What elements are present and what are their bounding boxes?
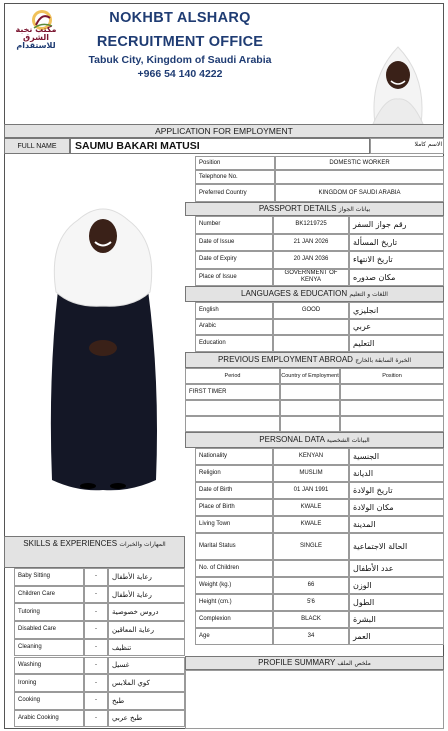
skill-row-value: - [84, 568, 108, 586]
personal-row-label: Place of Birth [195, 499, 273, 516]
passport-row-label: Number [195, 216, 273, 234]
personal-row-value: KENYAN [273, 448, 349, 465]
passport-row-ar: تاريخ المسألة [349, 234, 444, 252]
language-row-ar: التعليم [349, 335, 444, 352]
skill-row-value: - [84, 639, 108, 657]
personal-row-label: Religion [195, 465, 273, 482]
passport-row-label: Place of Issue [195, 269, 273, 287]
skill-row-label: Ironing [14, 674, 84, 692]
language-row-ar: انجليزي [349, 302, 444, 319]
personal-row-value: 5'6 [273, 594, 349, 611]
company-address: Tabuk City, Kingdom of Saudi Arabia [88, 54, 272, 66]
profile-summary-label: PROFILE SUMMARY [258, 658, 336, 667]
personal-row-value: 34 [273, 628, 349, 645]
applicant-full-photo [38, 180, 168, 492]
full-name-label: FULL NAME [4, 138, 70, 154]
passport-row-ar: تاريخ الانتهاء [349, 251, 444, 269]
personal-row-value [273, 560, 349, 577]
language-row-value [273, 319, 349, 336]
skills-title-ar: المهارات والخبرات [119, 541, 166, 548]
skill-row-label: Tutoring [14, 603, 84, 621]
language-row-value [273, 335, 349, 352]
profile-summary-title [185, 656, 444, 670]
skill-row-label: Arabic Cooking [14, 710, 84, 728]
skill-row-label: Children Care [14, 586, 84, 604]
profile-summary-body [185, 670, 444, 729]
personal-row-value: BLACK [273, 611, 349, 628]
application-title: APPLICATION FOR EMPLOYMENT [4, 124, 444, 138]
language-row-label: Education [195, 335, 273, 352]
skill-row-value: - [84, 657, 108, 675]
personal-row-value: 01 JAN 1991 [273, 482, 349, 499]
position-row-label: Telephone No. [195, 170, 275, 184]
position-row-value [275, 170, 444, 184]
position-row-label: Position [195, 156, 275, 170]
language-row-ar: عربي [349, 319, 444, 336]
personal-row-label: Living Town [195, 516, 273, 533]
employment-title: PREVIOUS EMPLOYMENT ABROAD [217, 355, 353, 364]
skill-row-label: Washing [14, 657, 84, 675]
full-name-label-ar: الاسم كاملا [414, 141, 442, 148]
personal-row-ar: المدينة [349, 516, 444, 533]
passport-row-ar: مكان صدوره [349, 269, 444, 287]
passport-row-label: Date of Expiry [195, 251, 273, 269]
company-subtitle: RECRUITMENT OFFICE [96, 34, 264, 50]
passport-row-ar: رقم جواز السفر [349, 216, 444, 234]
personal-row-label: Marital Status [195, 533, 273, 560]
logo-text-line1: مكتب نخبة الشرق [15, 25, 57, 42]
employment-period [185, 400, 280, 416]
skills-title: SKILLS & EXPERIENCES [23, 539, 118, 548]
passport-row-value: BK1219725 [273, 216, 349, 234]
logo-text-line2: للاستقدام [16, 41, 56, 50]
position-row-value: KINGDOM OF SAUDI ARABIA [275, 184, 444, 202]
passport-section-title [185, 202, 444, 216]
skill-row-value: - [84, 603, 108, 621]
employment-country [280, 416, 340, 432]
personal-row-ar: تاريخ الولادة [349, 482, 444, 499]
personal-row-value: 66 [273, 577, 349, 594]
personal-row-ar: الجنسية [349, 448, 444, 465]
skill-row-label: Disabled Care [14, 621, 84, 639]
employment-title-ar: الخبرة السابقة بالخارج [355, 357, 412, 364]
personal-row-ar: مكان الولادة [349, 499, 444, 516]
passport-row-label: Date of Issue [195, 234, 273, 252]
company-phone: +966 54 140 4222 [137, 68, 223, 80]
personal-row-label: Nationality [195, 448, 273, 465]
personal-row-label: Age [195, 628, 273, 645]
logo-text [2, 26, 70, 50]
applicant-headshot [365, 37, 431, 124]
personal-section-title [185, 432, 444, 448]
profile-summary-label-ar: ملخص الملف [337, 660, 371, 667]
personal-row-ar: الطول [349, 594, 444, 611]
personal-row-label: No. of Children [195, 560, 273, 577]
employment-position [340, 384, 444, 400]
skill-row-value: - [84, 586, 108, 604]
skill-row-ar: كوي الملابس [108, 674, 185, 692]
language-row-label: Arabic [195, 319, 273, 336]
skills-section-title [4, 536, 185, 568]
personal-row-ar: العمر [349, 628, 444, 645]
personal-row-value: SINGLE [273, 533, 349, 560]
passport-row-value: GOVERNMENT OF KENYA [273, 269, 349, 287]
languages-section-title [185, 286, 444, 302]
skill-row-value: - [84, 692, 108, 710]
personal-row-ar: الحالة الاجتماعية [349, 533, 444, 560]
language-row-label: English [195, 302, 273, 319]
skill-row-value: - [84, 621, 108, 639]
position-row-value: DOMESTIC WORKER [275, 156, 444, 170]
employment-section-title [185, 352, 444, 368]
skill-row-label: Cooking [14, 692, 84, 710]
skill-row-value: - [84, 674, 108, 692]
skill-row-ar: غسيل [108, 657, 185, 675]
personal-row-label: Date of Birth [195, 482, 273, 499]
personal-row-value: KWALE [273, 516, 349, 533]
skill-row-ar: رعاية الأطفال [108, 568, 185, 586]
skill-row-ar: تنظيف [108, 639, 185, 657]
skill-row-ar: رعاية المعاقين [108, 621, 185, 639]
employment-header: Period [185, 368, 280, 384]
skill-row-ar: طبخ عربي [108, 710, 185, 728]
employment-position [340, 400, 444, 416]
passport-row-value: 21 JAN 2026 [273, 234, 349, 252]
personal-row-ar: الوزن [349, 577, 444, 594]
skill-row-ar: رعاية الأطفال [108, 586, 185, 604]
personal-title-ar: البيانات الشخصية [326, 437, 370, 444]
skill-row-value: - [84, 710, 108, 728]
personal-row-label: Weight (kg.) [195, 577, 273, 594]
personal-row-label: Complexion [195, 611, 273, 628]
employment-country [280, 384, 340, 400]
employment-header: Position [340, 368, 444, 384]
personal-row-value: KWALE [273, 499, 349, 516]
employment-position [340, 416, 444, 432]
skill-row-label: Baby Sitting [14, 568, 84, 586]
personal-row-ar: الديانة [349, 465, 444, 482]
languages-title: LANGUAGES & EDUCATION [241, 289, 348, 298]
position-row-label: Preferred Country [195, 184, 275, 202]
full-name-value: SAUMU BAKARI MATUSI [70, 138, 370, 154]
company-name: NOKHBT ALSHARQ [109, 10, 251, 26]
skill-row-ar: دروس خصوصية [108, 603, 185, 621]
employment-period: FIRST TIMER [185, 384, 280, 400]
personal-row-label: Height (cm.) [195, 594, 273, 611]
passport-row-value: 20 JAN 2036 [273, 251, 349, 269]
passport-title-ar: بيانات الجواز [338, 206, 371, 213]
employment-country [280, 400, 340, 416]
personal-title: PERSONAL DATA [259, 435, 325, 444]
personal-row-ar: عدد الأطفال [349, 560, 444, 577]
language-row-value: GOOD [273, 302, 349, 319]
personal-row-ar: البشرة [349, 611, 444, 628]
personal-row-value: MUSLIM [273, 465, 349, 482]
employment-period [185, 416, 280, 432]
skill-row-label: Cleaning [14, 639, 84, 657]
languages-title-ar: اللغات و التعليم [349, 291, 388, 298]
passport-title: PASSPORT DETAILS [258, 204, 337, 213]
skill-row-ar: طبخ [108, 692, 185, 710]
employment-header: Country of Employment [280, 368, 340, 384]
